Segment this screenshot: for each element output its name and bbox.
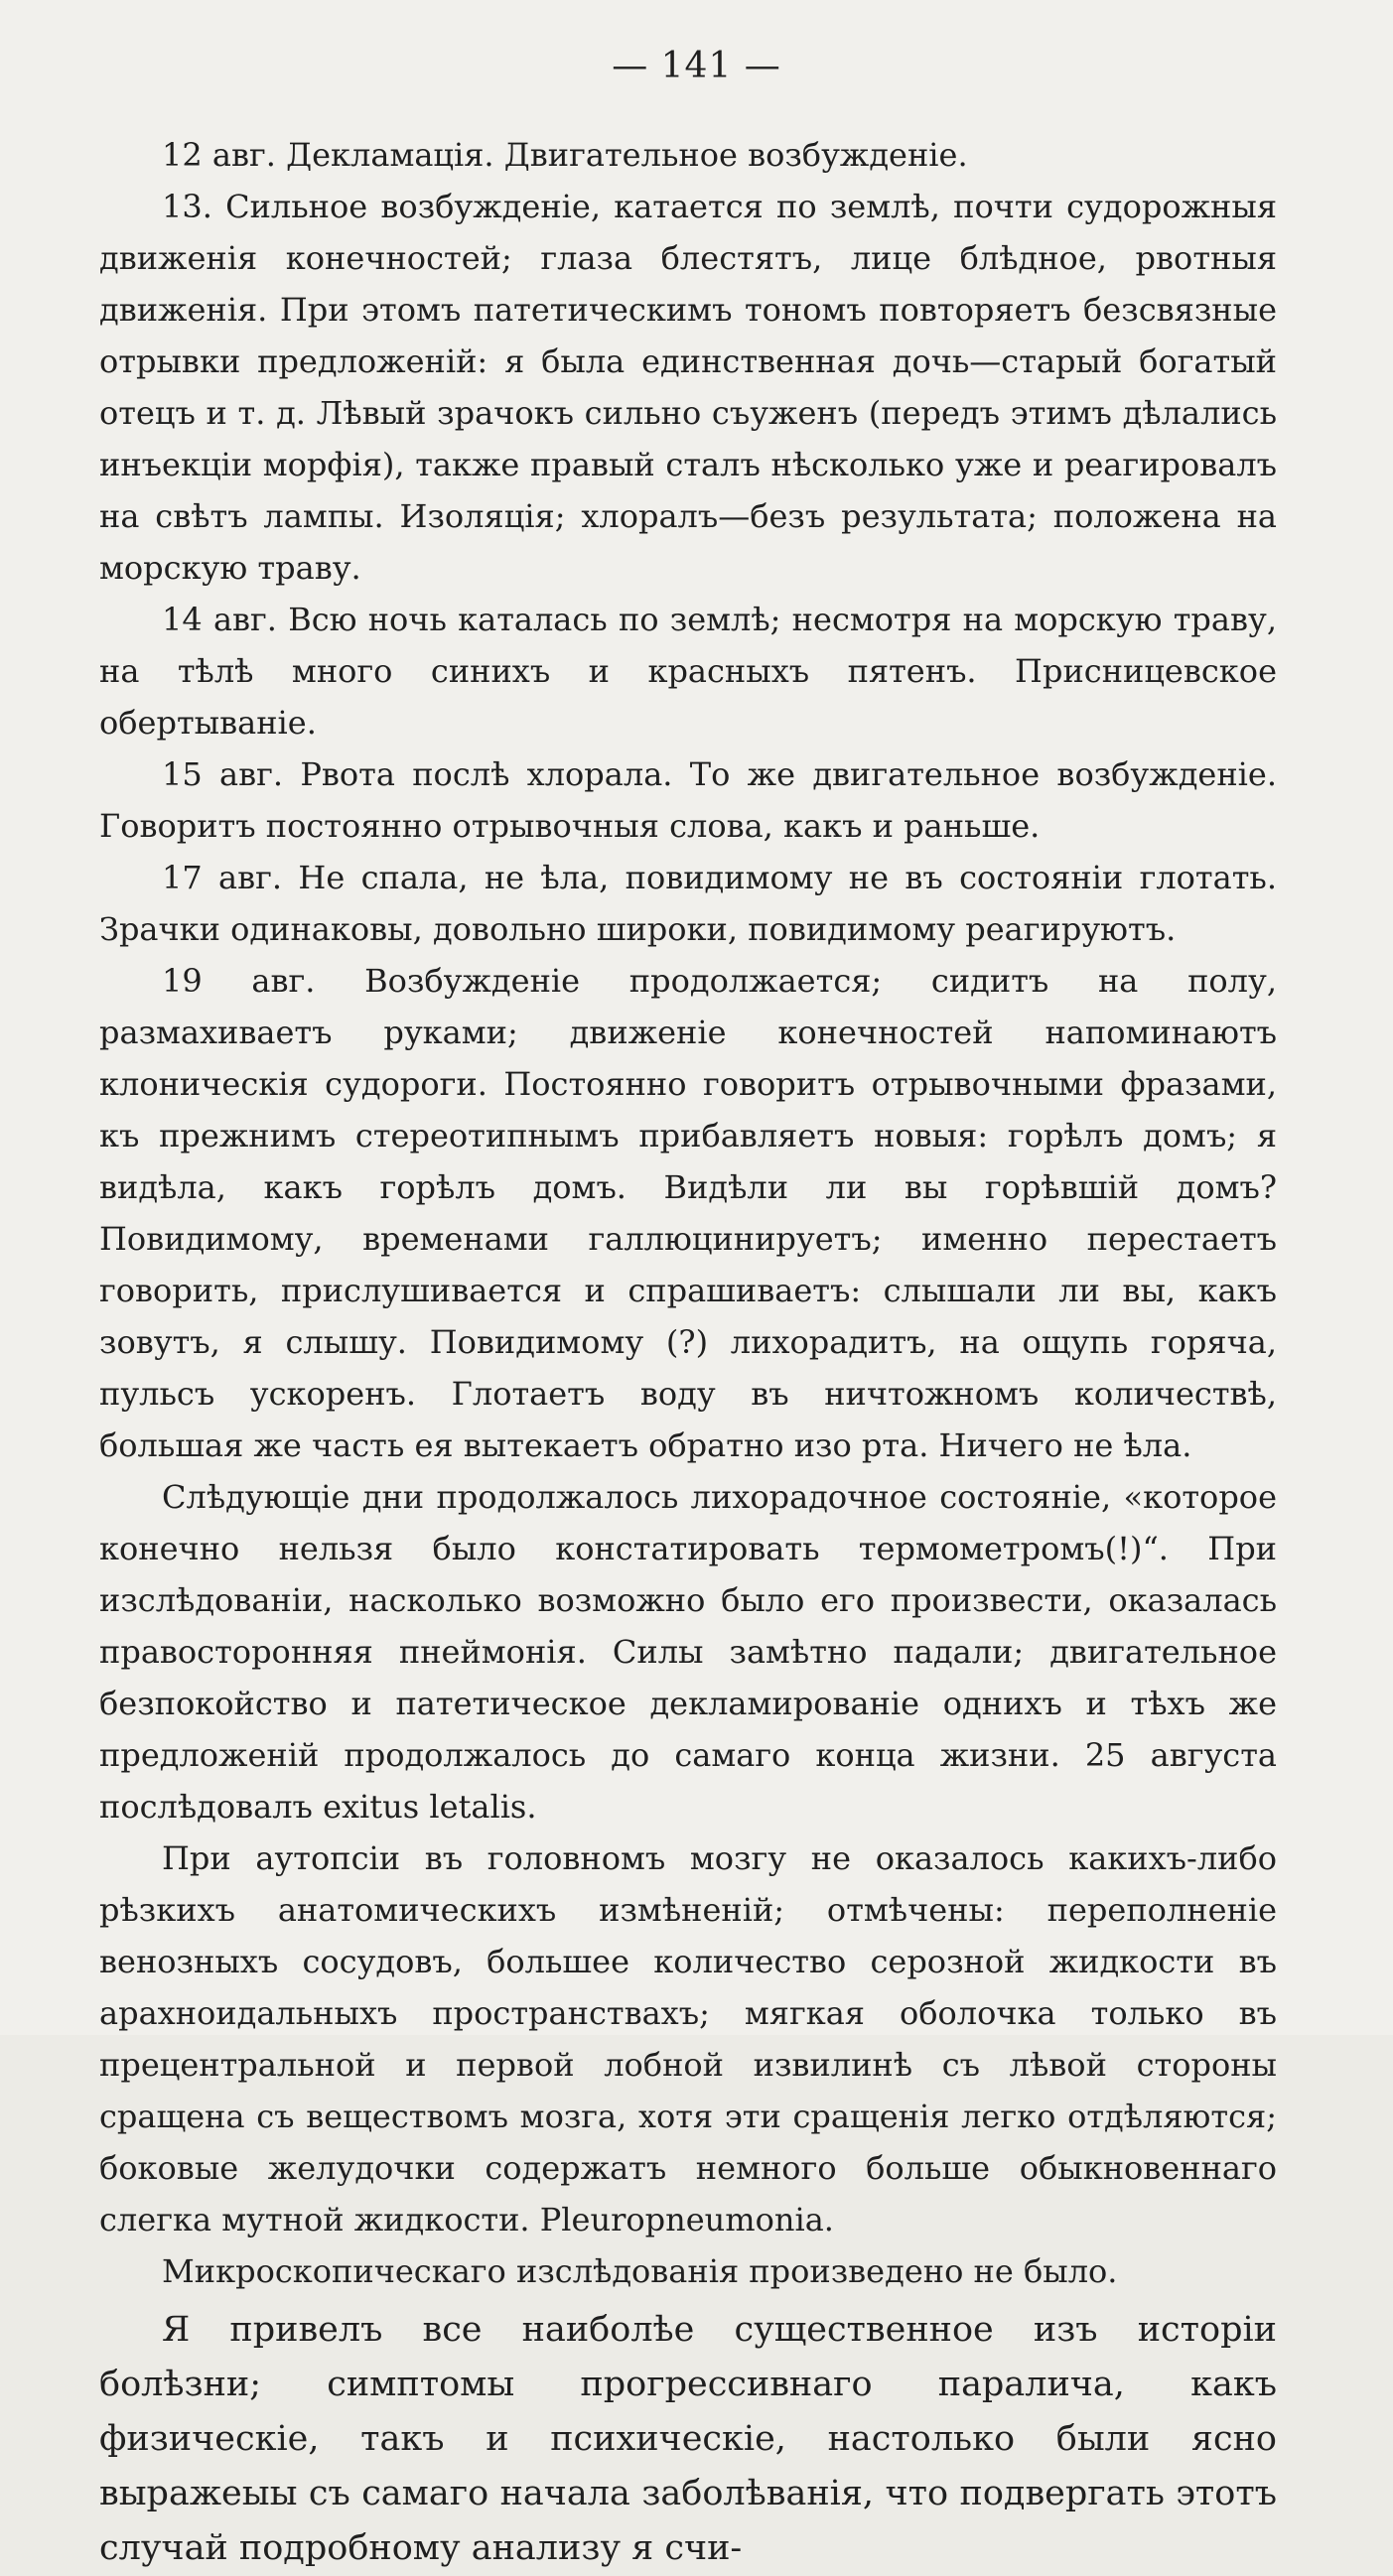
paragraph-conclusion: Я привелъ все наиболѣе существенное изъ исторіи болѣзни; симптомы прогрессивнаго паралича, какъ физическіе, такъ и психическіе, настолько были ясно выражеыы съ самаго начала заболѣванія, что подвергать этотъ случай подробному анализу я счи- <box>99 2310 1277 2568</box>
paragraph-autopsy: При аутопсіи въ головномъ мозгу не оказалось какихъ-либо рѣзкихъ анатомическихъ измѣненій; отмѣчены: переполненіе венозныхъ сосудовъ, большее количество серозной жидкости въ арахноидальныхъ пространствахъ; мягкая оболочка только въ прецентральной и первой лобной извилинѣ съ лѣвой стороны сращена съ веществомъ мозга, хотя эти сращенія легко отдѣляются; боковые желудочки содержатъ немного больше обыкновеннаго слегка мутной жидкости. Pleuropneumonia. <box>99 1839 1277 2238</box>
body-text <box>99 129 1277 2576</box>
paragraph-aug-15: 15 авг. Рвота послѣ хлорала. То же двигательное возбужденіе. Говоритъ постоянно отрывочныя слова, какъ и раньше. <box>99 755 1277 845</box>
paragraph-aug-14: 14 авг. Всю ночь каталась по землѣ; несмотря на морскую траву, на тѣлѣ много синихъ и красныхъ пятенъ. Присницевское обертываніе. <box>99 601 1277 742</box>
paragraph-aug-19: 19 авг. Возбужденіе продолжается; сидитъ на полу, размахиваетъ руками; движеніе конечностей напоминаютъ клоническія судороги. Постоянно говоритъ отрывочными фразами, къ прежнимъ стереотипнымъ прибавляетъ новыя: горѣлъ домъ; я видѣла, какъ горѣлъ домъ. Видѣли ли вы горѣвшій домъ? Повидимому, временами галлюцинируетъ; именно перестаетъ говорить, прислушивается и спрашиваетъ: слышали ли вы, какъ зовутъ, я слышу. Повидимому (?) лихорадитъ, на ощупь горяча, пульсъ ускоренъ. Глотаетъ воду въ ничтожномъ количествѣ, большая же часть ея вытекаетъ обратно изо рта. Ничего не ѣла. <box>99 962 1277 1464</box>
page-number: — 141 — <box>612 46 781 86</box>
paragraph-aug-12: 12 авг. Декламація. Двигательное возбужденіе. <box>162 136 968 174</box>
paragraph-aug-13: 13. Сильное возбужденіе, катается по землѣ, почти судорожныя движенія конечностей; глаза блестятъ, лице блѣдное, рвотныя движенія. При этомъ патетическимъ тономъ повторяетъ безсвязные отрывки предложеній: я была единственная дочь—старый богатый отецъ и т. д. Лѣвый зрачокъ сильно съуженъ (передъ этимъ дѣлались инъекціи морфія), также правый сталъ нѣсколько уже и реагировалъ на свѣтъ лампы. Изоляція; хлоралъ—безъ результата; положена на морскую траву. <box>99 188 1277 587</box>
paragraph-aug-17: 17 авг. Не спала, не ѣла, повидимому не въ состояніи глотать. Зрачки одинаковы, довольно широки, повидимому реагируютъ. <box>99 859 1277 948</box>
paragraph-microscopy: Микроскопическаго изслѣдованія произведено не было. <box>162 2252 1118 2290</box>
paragraph-following-days: Слѣдующіе дни продолжалось лихорадочное состояніе, «которое конечно нельзя было констатировать термометромъ(!)“. При изслѣдованіи, насколько возможно было его произвести, оказалась правосторонняя пнеймонія. Силы замѣтно падали; двигательное безпокойство и патетическое декламированіе однихъ и тѣхъ же предложеній продолжалось до самаго конца жизни. 25 августа послѣдовалъ exitus letalis. <box>99 1478 1277 1826</box>
